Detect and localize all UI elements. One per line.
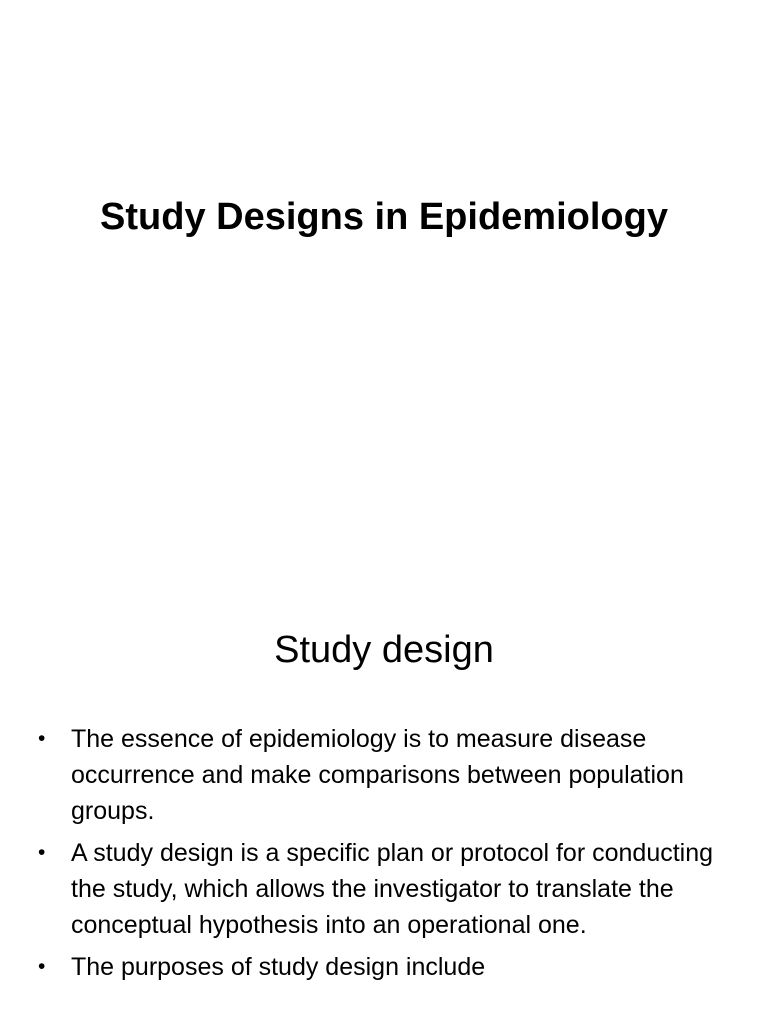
bullet-item bbox=[38, 835, 718, 943]
bullet-text: The purposes of study design include bbox=[71, 953, 486, 981]
presentation-title: Study Designs in Epidemiology bbox=[100, 196, 668, 238]
bullet-item bbox=[38, 949, 718, 985]
bullet-text: A study design is a specific plan or protocol for conducting the study, which allows the investigator to translate the conceptual hypothesis into an operational one. bbox=[71, 839, 714, 939]
bullet-item bbox=[38, 721, 718, 829]
slide-title: Study design bbox=[274, 629, 494, 671]
bullet-point-icon: • bbox=[38, 841, 46, 864]
content-slide bbox=[0, 576, 768, 1024]
bullet-list bbox=[38, 721, 718, 991]
bullet-text: The essence of epidemiology is to measure disease occurrence and make comparisons between population groups. bbox=[71, 725, 684, 825]
bullet-point-icon: • bbox=[38, 727, 46, 750]
bullet-point-icon: • bbox=[38, 955, 46, 978]
